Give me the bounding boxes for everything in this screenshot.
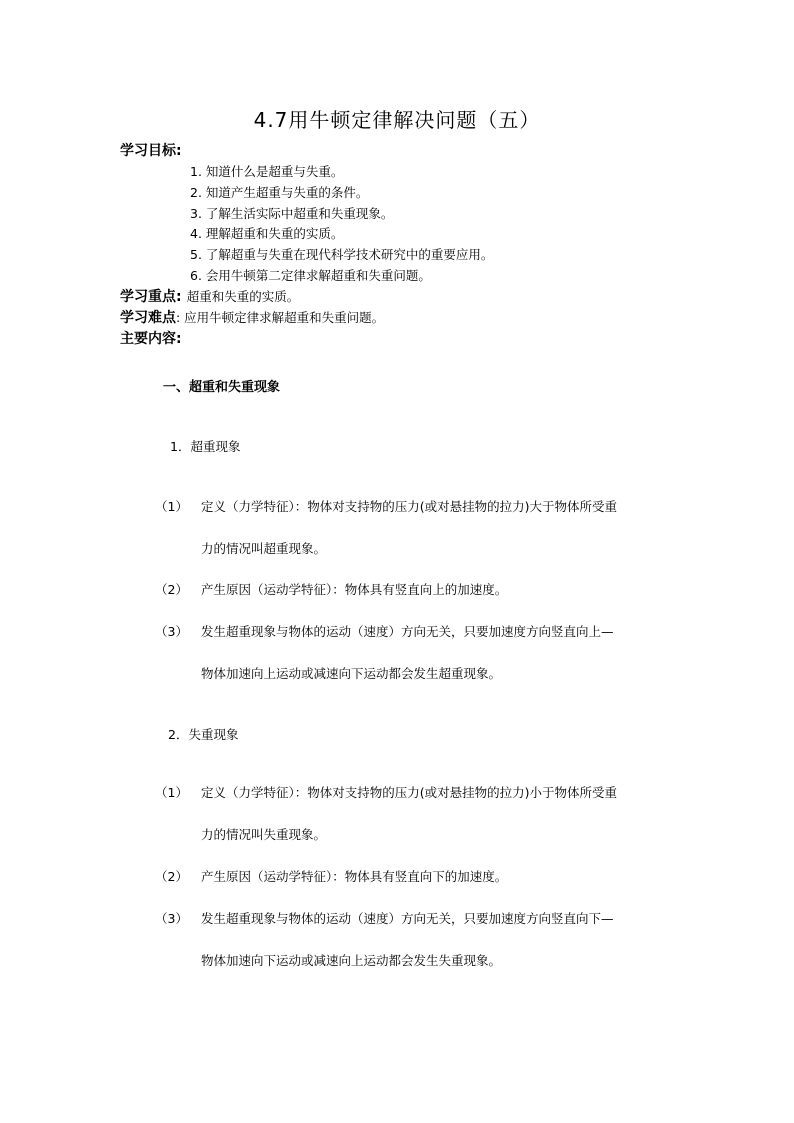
key-point-row — [120, 286, 299, 306]
item-text: 产生原因（运动学特征）：物体具有竖直向下的加速度。 — [201, 869, 508, 884]
item-text: 发生超重现象与物体的运动（速度）方向无关，只要加速度方向竖直向上— — [201, 624, 614, 639]
item-text: 产生原因（运动学特征）：物体具有竖直向上的加速度。 — [201, 582, 508, 597]
difficulty-label: 学习难点 — [120, 310, 176, 326]
item-number: （2） — [155, 582, 188, 597]
item-number: （3） — [155, 624, 188, 639]
section-heading: 一、超重和失重现象 — [163, 380, 281, 395]
objective-item: 1. 知道什么是超重与失重。 — [190, 164, 344, 179]
objective-item: 2. 知道产生超重与失重的条件。 — [190, 185, 369, 200]
difficulty-text: : 应用牛顿定律求解超重和失重问题。 — [176, 310, 385, 325]
objective-item: 4. 理解超重和失重的实质。 — [190, 226, 344, 241]
item-text: 发生超重现象与物体的运动（速度）方向无关，只要加速度方向竖直向下— — [201, 911, 614, 926]
objectives-label: 学习目标: — [120, 143, 182, 159]
key-point-label: 学习重点: — [120, 289, 182, 305]
item-text: 力的情况叫超重现象。 — [201, 541, 327, 556]
item-text: 定义（力学特征）：物体对支持物的压力(或对悬挂物的拉力)大于物体所受重 — [201, 499, 618, 514]
document-title: 4.7用牛顿定律解决问题（五） — [253, 108, 541, 132]
objective-item: 6. 会用牛顿第二定律求解超重和失重问题。 — [190, 268, 431, 283]
objective-item: 5. 了解超重与失重在现代科学技术研究中的重要应用。 — [190, 247, 494, 262]
key-point-text: 超重和失重的实质。 — [186, 289, 300, 304]
item-number: （2） — [155, 869, 188, 884]
subsection-heading: 1．超重现象 — [170, 439, 241, 454]
item-number: （1） — [155, 785, 188, 800]
item-number: （3） — [155, 911, 188, 926]
item-text: 定义（力学特征）：物体对支持物的压力(或对悬挂物的拉力)小于物体所受重 — [201, 785, 618, 800]
subsection-heading: 2．失重现象 — [168, 727, 239, 742]
main-content-label: 主要内容: — [120, 331, 182, 347]
item-text: 物体加速向上运动或减速向下运动都会发生超重现象。 — [201, 666, 502, 681]
item-number: （1） — [155, 499, 188, 514]
objective-item: 3. 了解生活实际中超重和失重现象。 — [190, 206, 394, 221]
item-text: 物体加速向下运动或减速向上运动都会发生失重现象。 — [201, 953, 502, 968]
item-text: 力的情况叫失重现象。 — [201, 827, 327, 842]
difficulty-row — [120, 307, 384, 327]
